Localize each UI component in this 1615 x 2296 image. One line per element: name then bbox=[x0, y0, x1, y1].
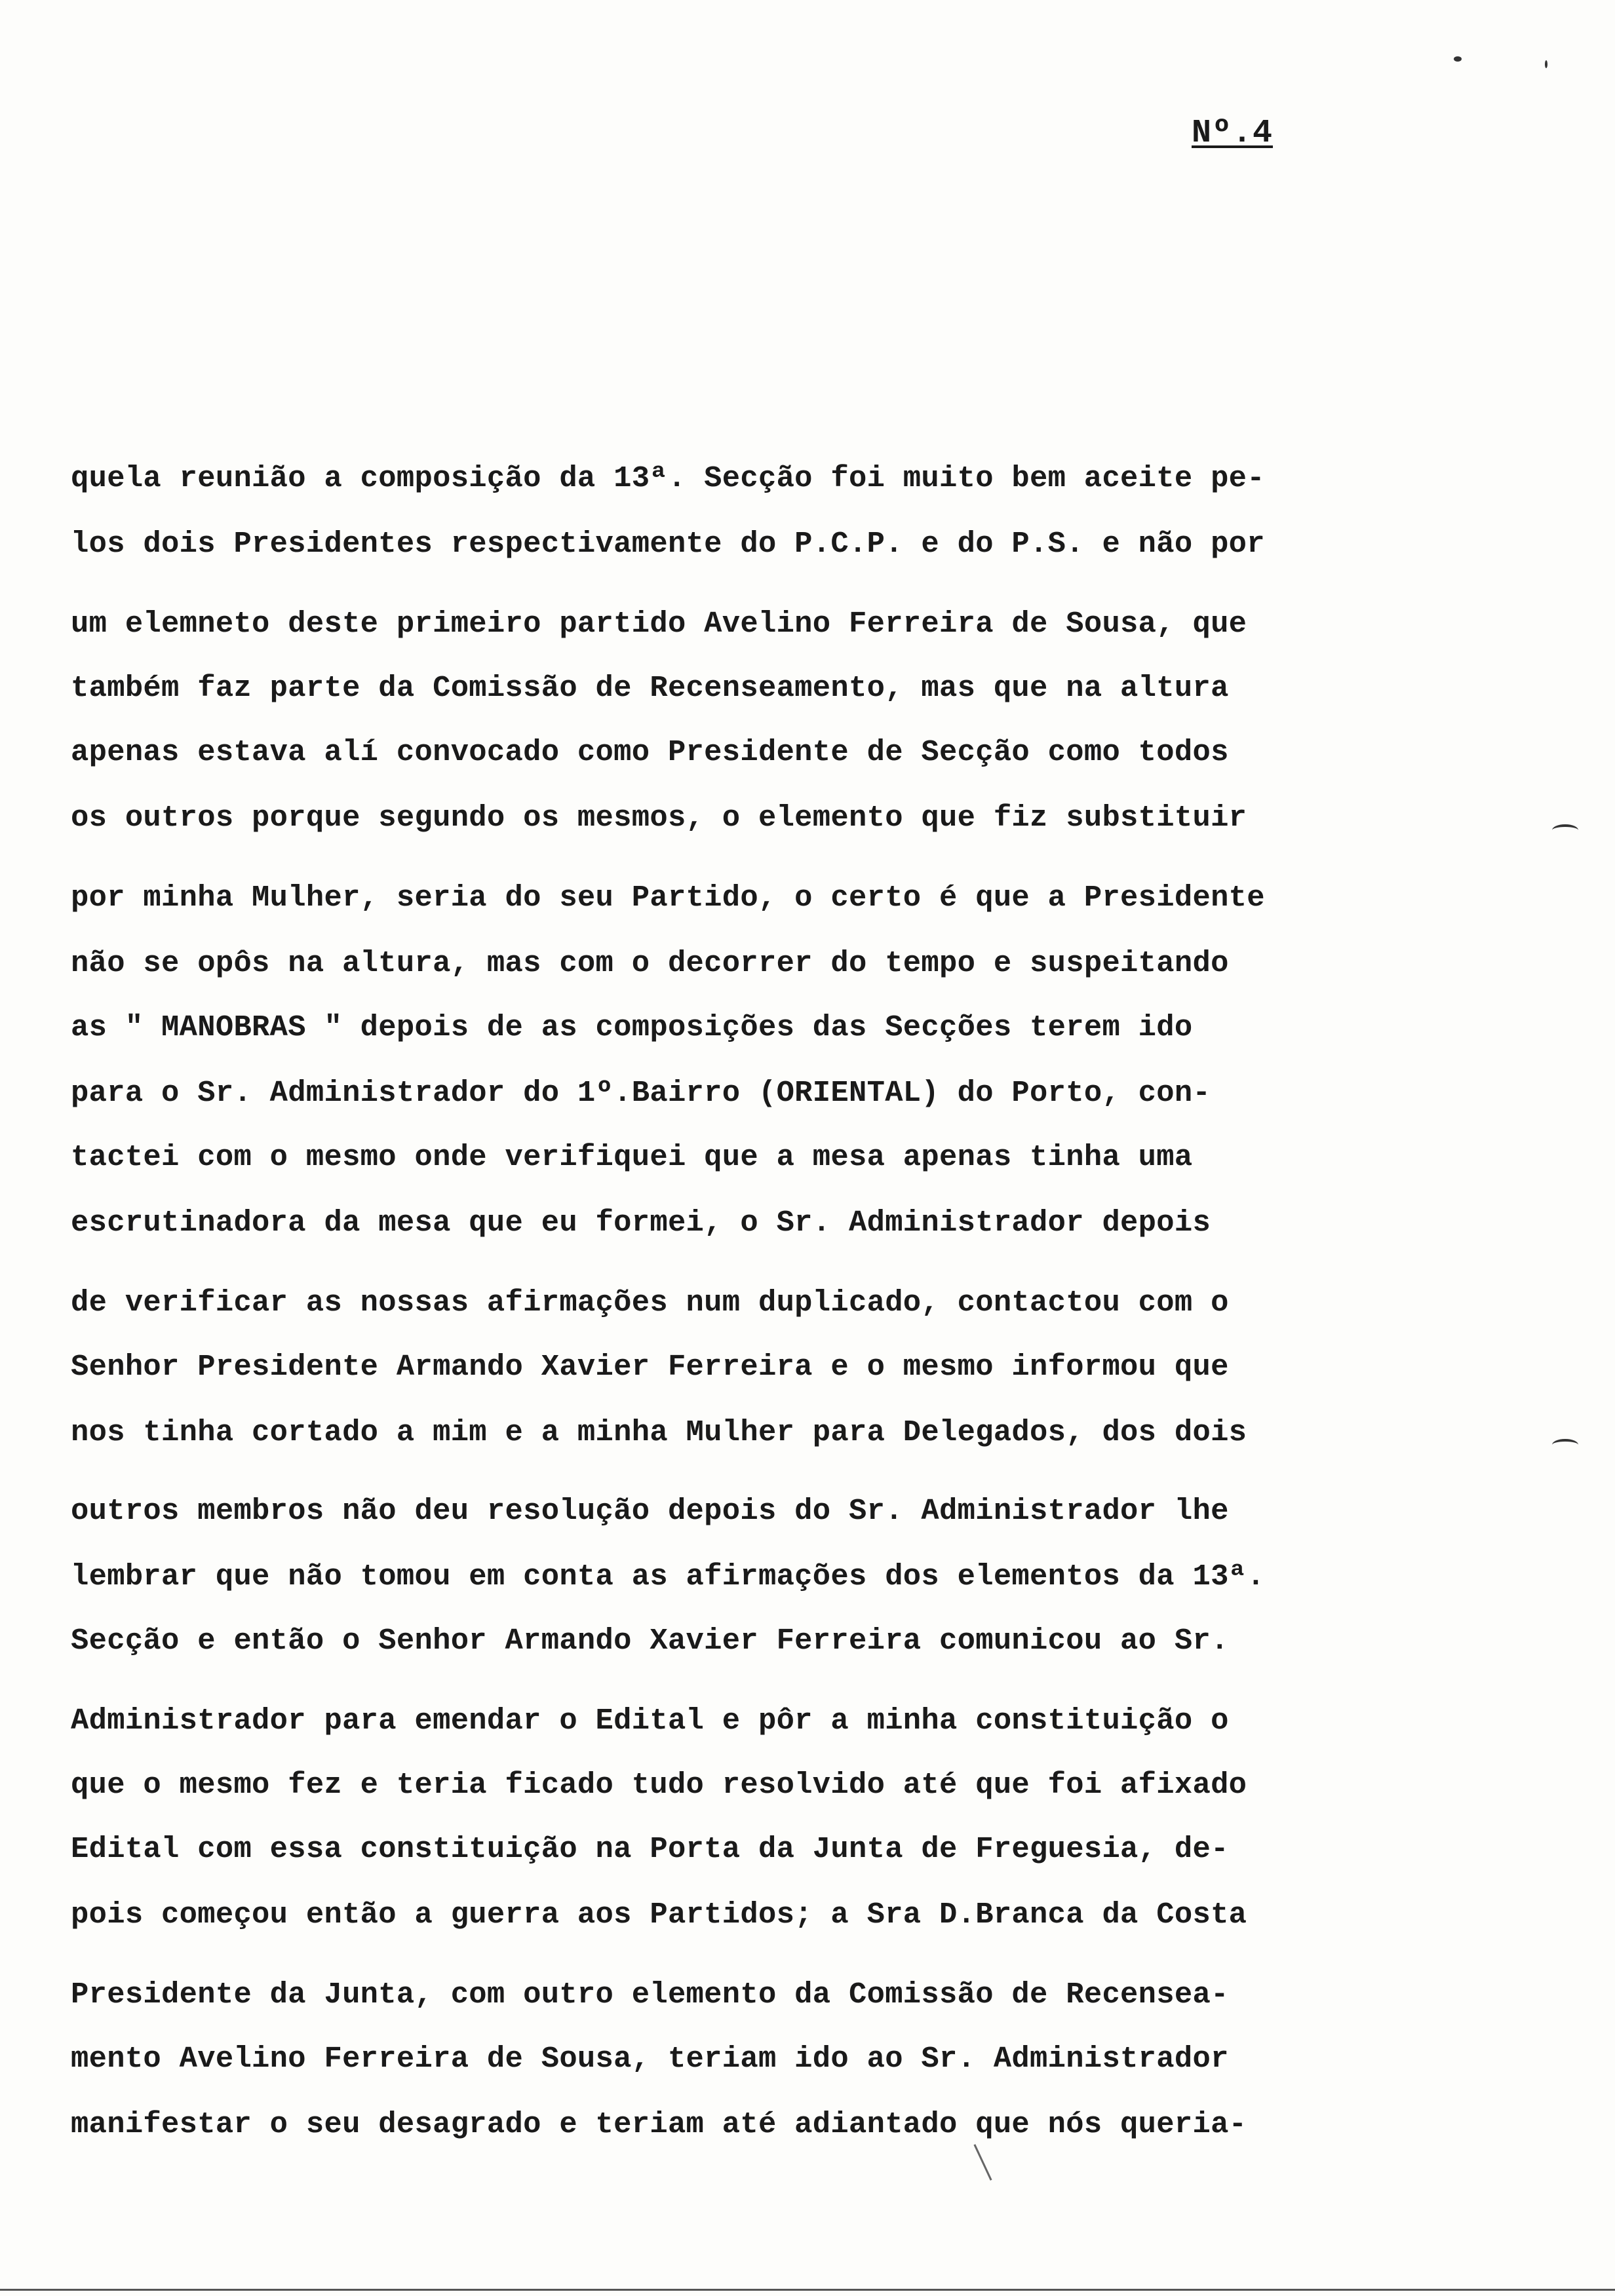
text-line: manifestar o seu desagrado e teriam até adiantado que nós queria- bbox=[71, 2107, 1247, 2141]
text-line: mento Avelino Ferreira de Sousa, teriam ido ao Sr. Administrador bbox=[71, 2042, 1229, 2076]
text-line: para o Sr. Administrador do 1º.Bairro (ORIENTAL) do Porto, con- bbox=[71, 1076, 1211, 1110]
text-line: los dois Presidentes respectivamente do P.C.P. e do P.S. e não por bbox=[71, 527, 1265, 561]
text-line: de verificar as nossas afirmações num duplicado, contactou com o bbox=[71, 1286, 1229, 1320]
text-line: um elemneto deste primeiro partido Avelino Ferreira de Sousa, que bbox=[71, 607, 1247, 641]
scan-speck bbox=[1545, 60, 1547, 68]
text-line: quela reunião a composição da 13ª. Secção foi muito bem aceite pe- bbox=[71, 461, 1265, 495]
text-line: tactei com o mesmo onde verifiquei que a mesa apenas tinha uma bbox=[71, 1140, 1193, 1174]
text-line: nos tinha cortado a mim e a minha Mulher para Delegados, dos dois bbox=[71, 1415, 1247, 1449]
text-line: escrutinadora da mesa que eu formei, o Sr. Administrador depois bbox=[71, 1206, 1211, 1240]
text-line: outros membros não deu resolução depois do Sr. Administrador lhe bbox=[71, 1494, 1229, 1528]
text-line: Presidente da Junta, com outro elemento da Comissão de Recensea- bbox=[71, 1978, 1229, 2012]
text-line: apenas estava alí convocado como Presidente de Secção como todos bbox=[71, 735, 1229, 769]
bottom-edge-rule bbox=[0, 2289, 1615, 2291]
text-line: não se opôs na altura, mas com o decorrer do tempo e suspeitando bbox=[71, 946, 1229, 980]
text-line: as " MANOBRAS " depois de as composições das Secções terem ido bbox=[71, 1010, 1193, 1044]
text-line: pois começou então a guerra aos Partidos; a Sra D.Branca da Costa bbox=[71, 1898, 1247, 1932]
scan-speck bbox=[1454, 56, 1462, 62]
text-line: os outros porque segundo os mesmos, o elemento que fiz substituir bbox=[71, 801, 1247, 835]
margin-mark bbox=[1552, 824, 1578, 836]
text-line: lembrar que não tomou em conta as afirmações dos elementos da 13ª. bbox=[71, 1559, 1265, 1594]
margin-mark bbox=[1552, 1439, 1578, 1451]
text-line: Administrador para emendar o Edital e pôr a minha constituição o bbox=[71, 1704, 1229, 1738]
stray-pen-stroke bbox=[973, 2144, 992, 2181]
text-line: Secção e então o Senhor Armando Xavier Ferreira comunicou ao Sr. bbox=[71, 1624, 1229, 1658]
text-line: Senhor Presidente Armando Xavier Ferreira e o mesmo informou que bbox=[71, 1350, 1229, 1384]
text-line: que o mesmo fez e teria ficado tudo resolvido até que foi afixado bbox=[71, 1768, 1247, 1802]
text-line: por minha Mulher, seria do seu Partido, o certo é que a Presidente bbox=[71, 881, 1265, 915]
text-line: Edital com essa constituição na Porta da Junta de Freguesia, de- bbox=[71, 1832, 1229, 1866]
page-number: Nº.4 bbox=[1192, 115, 1274, 152]
text-line: também faz parte da Comissão de Recenseamento, mas que na altura bbox=[71, 671, 1229, 705]
